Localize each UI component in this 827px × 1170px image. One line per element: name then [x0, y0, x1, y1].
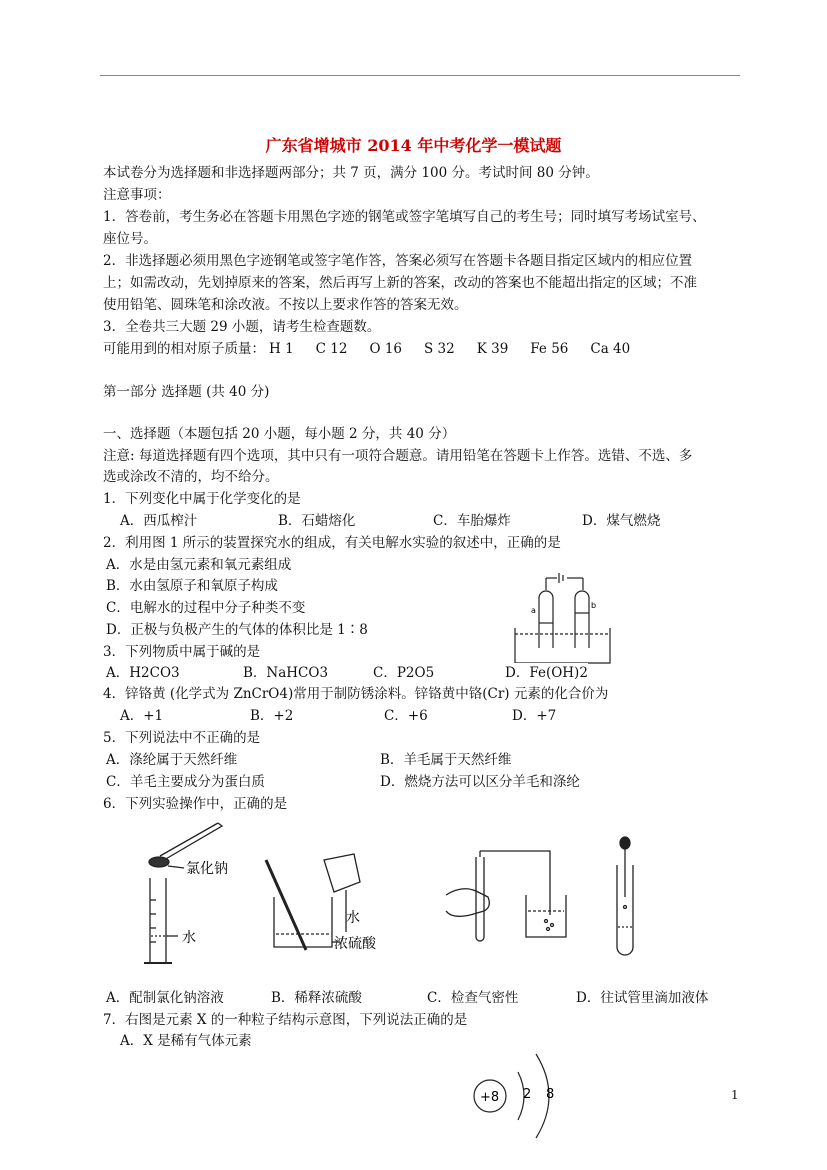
- q2-option-d: D．正极与负极产生的气体的体积比是 1∶8: [106, 622, 368, 638]
- q6-option-d: D．往试管里滴加液体: [576, 990, 709, 1006]
- q4-option-c: C．+6: [384, 708, 428, 724]
- q6-option-a: A．配制氯化钠溶液: [106, 990, 224, 1006]
- mass-c: C 12: [315, 341, 348, 357]
- q6-label-acid: 浓硫酸: [334, 936, 376, 952]
- tube-label-a: a: [531, 606, 536, 615]
- q3-option-b: B．NaHCO3: [243, 665, 329, 681]
- q6-option-b: B．稀释浓硫酸: [271, 990, 362, 1006]
- q7-atomic-structure-figure: [470, 1050, 580, 1140]
- q4-stem: 4．锌铬黄 (化学式为 ZnCrO4)常用于制防锈涂料。锌铬黄中铬(Cr) 元素的化合价为: [103, 686, 609, 702]
- q4-option-b: B．+2: [250, 708, 294, 724]
- mass-o: O 16: [369, 341, 403, 357]
- q2-option-c: C．电解水的过程中分子种类不变: [106, 600, 306, 616]
- q6-label-nacl: 氯化钠: [186, 861, 228, 877]
- q1-stem: 1．下列变化中属于化学变化的是: [103, 491, 301, 507]
- q1-option-b: B．石蜡熔化: [278, 513, 356, 529]
- q1-option-d: D．煤气燃烧: [582, 513, 661, 529]
- note-2c: 使用铅笔、圆珠笔和涂改液。不按以上要求作答的答案无效。: [103, 297, 468, 313]
- q7-shell1-electrons: 2: [523, 1087, 532, 1102]
- q3-stem: 3．下列物质中属于碱的是: [103, 644, 261, 660]
- note-3: 3．全卷共三大题 29 小题，请考生检查题数。: [103, 319, 381, 335]
- mass-label: 可能用到的相对原子质量：: [103, 341, 265, 357]
- q5-option-d: D．燃烧方法可以区分羊毛和涤纶: [380, 774, 580, 790]
- q1-option-c: C．车胎爆炸: [433, 513, 511, 529]
- q3-option-c: C．P2O5: [373, 665, 435, 681]
- q5-option-b: B．羊毛属于天然纤维: [380, 752, 512, 768]
- tube-label-b: b: [591, 601, 597, 610]
- q4-option-a: A．+1: [120, 708, 164, 724]
- q2-option-a: A．水是由氢元素和氧元素组成: [106, 557, 292, 573]
- q6-label-water-a: 水: [182, 930, 196, 946]
- electrolysis-apparatus-figure: [505, 568, 620, 670]
- notes-heading: 注意事项：: [103, 187, 171, 203]
- mass-k: K 39: [476, 341, 509, 357]
- q7-stem: 7．右图是元素 X 的一种粒子结构示意图，下列说法正确的是: [103, 1012, 468, 1028]
- mass-fe: Fe 56: [530, 341, 569, 357]
- q6-figure-d-dropper: [605, 835, 645, 960]
- mass-ca: Ca 40: [590, 341, 631, 357]
- q6-figure-a-cylinder: [130, 818, 250, 978]
- mass-h: H 1: [269, 341, 294, 357]
- q7-option-a: A．X 是稀有气体元素: [120, 1033, 252, 1049]
- section-note-b: 选或涂改不清的，均不给分。: [103, 469, 279, 485]
- section-note-a: 注意: 每道选择题有四个选项，其中只有一项符合题意。请用铅笔在答题卡上作答。选错、不选、多: [103, 448, 693, 464]
- q7-shell2-electrons: 8: [546, 1087, 555, 1102]
- mass-s: S 32: [424, 341, 455, 357]
- q3-option-d: D．Fe(OH)2: [505, 665, 588, 681]
- q6-stem: 6．下列实验操作中，正确的是: [103, 796, 288, 812]
- page-title: 广东省增城市 2014 年中考化学一模试题: [265, 136, 562, 155]
- q4-option-d: D．+7: [512, 708, 557, 724]
- page-number: 1: [731, 1088, 739, 1102]
- q3-option-a: A．H2CO3: [106, 665, 180, 681]
- atomic-masses: [103, 339, 652, 359]
- note-1a: 1．答卷前，考生务必在答题卡用黑色字迹的钢笔或签字笔填写自己的考生号；同时填写考场试室号、: [103, 209, 706, 225]
- note-1b: 座位号。: [103, 231, 157, 247]
- q6-label-water-b: 水: [346, 910, 360, 926]
- q1-option-a: A．西瓜榨汁: [120, 513, 198, 529]
- q7-nucleus-charge: +8: [480, 1090, 500, 1105]
- q6-figure-b-beaker: [262, 852, 392, 962]
- note-2a: 2．非选择题必须用黑色字迹钢笔或签字笔作答，答案必须写在答题卡各题目指定区域内的相应位置: [103, 253, 693, 269]
- q6-figure-c-airtightness: [440, 845, 580, 945]
- q5-stem: 5．下列说法中不正确的是: [103, 730, 261, 746]
- part1-heading: 第一部分 选择题 (共 40 分): [103, 384, 270, 400]
- q2-option-b: B．水由氢原子和氧原子构成: [106, 578, 278, 594]
- header-rule: [100, 75, 740, 76]
- section-heading: 一、选择题（本题包括 20 小题，每小题 2 分，共 40 分）: [103, 426, 456, 442]
- note-2b: 上；如需改动，先划掉原来的答案，然后再写上新的答案，改动的答案也不能超出指定的区域；不准: [103, 275, 697, 291]
- q6-option-c: C．检查气密性: [427, 990, 519, 1006]
- intro-line: 本试卷分为选择题和非选择题两部分；共 7 页，满分 100 分。考试时间 80 分钟。: [103, 165, 599, 181]
- q5-option-c: C．羊毛主要成分为蛋白质: [106, 774, 265, 790]
- q5-option-a: A．涤纶属于天然纤维: [106, 752, 238, 768]
- q2-stem: 2．利用图 1 所示的装置探究水的组成，有关电解水实验的叙述中，正确的是: [103, 535, 561, 551]
